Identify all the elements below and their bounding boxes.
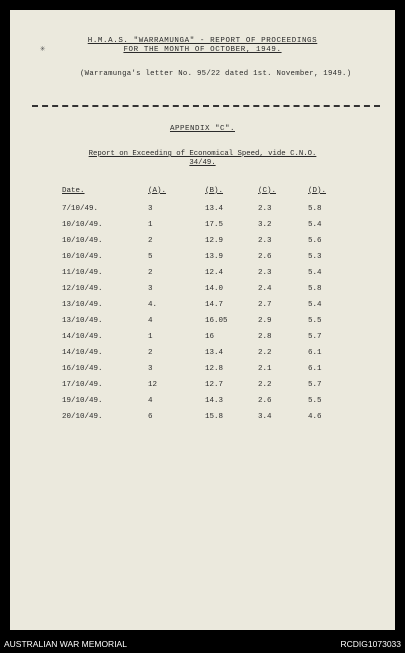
- table-cell: 2.4: [258, 285, 272, 293]
- column-header-d: (D).: [308, 187, 327, 195]
- table-row: [62, 297, 348, 313]
- table-cell: 2.3: [258, 205, 272, 213]
- table-cell: 14.3: [205, 397, 224, 405]
- table-cell: 3: [148, 365, 153, 373]
- table-cell: 12: [148, 381, 158, 389]
- table-cell: 4.6: [308, 413, 322, 421]
- table-cell: 2.2: [258, 381, 272, 389]
- punch-mark-icon: ✳: [40, 44, 46, 54]
- table-row: [62, 249, 348, 265]
- table-row: [62, 393, 348, 409]
- table-cell: 2.8: [258, 333, 272, 341]
- table-cell: 1: [148, 333, 153, 341]
- table-row: [62, 345, 348, 361]
- column-header-a: (A).: [148, 187, 167, 195]
- archive-footer: [0, 637, 405, 653]
- table-cell: 4: [148, 317, 153, 325]
- table-cell: 12/10/49.: [62, 285, 103, 293]
- table-cell: 2.3: [258, 269, 272, 277]
- report-title-line-2: 34/49.: [189, 159, 216, 167]
- table-row: [62, 361, 348, 377]
- table-cell: 2: [148, 237, 153, 245]
- table-cell: 5.4: [308, 301, 322, 309]
- table-cell: 5.3: [308, 253, 322, 261]
- table-cell: 2.1: [258, 365, 272, 373]
- appendix-title: APPENDIX "C".: [169, 125, 235, 133]
- table-cell: 3: [148, 205, 153, 213]
- table-cell: 2.6: [258, 397, 272, 405]
- document-page: [10, 10, 395, 630]
- table-cell: 11/10/49.: [62, 269, 103, 277]
- table-cell: 13/10/49.: [62, 317, 103, 325]
- table-cell: 17/10/49.: [62, 381, 103, 389]
- table-cell: 5.5: [308, 317, 322, 325]
- speed-table: [62, 187, 348, 425]
- table-cell: 5.7: [308, 381, 322, 389]
- dashed-divider: [32, 105, 380, 107]
- table-cell: 3.2: [258, 221, 272, 229]
- table-cell: 14.0: [205, 285, 224, 293]
- table-cell: 2.3: [258, 237, 272, 245]
- table-cell: 13.4: [205, 349, 224, 357]
- table-cell: 6: [148, 413, 153, 421]
- table-cell: 7/10/49.: [62, 205, 99, 213]
- table-cell: 1: [148, 221, 153, 229]
- table-cell: 12.9: [205, 237, 224, 245]
- table-row: [62, 233, 348, 249]
- table-cell: 2.6: [258, 253, 272, 261]
- table-cell: 16: [205, 333, 215, 341]
- footer-record-id: RCDIG1073033: [340, 639, 401, 649]
- table-cell: 5.8: [308, 205, 322, 213]
- table-cell: 2: [148, 349, 153, 357]
- table-cell: 17.5: [205, 221, 224, 229]
- table-cell: 20/10/49.: [62, 413, 103, 421]
- header-line-1: H.M.A.S. "WARRAMUNGA" - REPORT OF PROCEEDINGS: [87, 37, 318, 45]
- table-cell: 14/10/49.: [62, 333, 103, 341]
- column-header-date: Date.: [62, 187, 85, 195]
- table-cell: 6.1: [308, 365, 322, 373]
- footer-institution: AUSTRALIAN WAR MEMORIAL: [4, 639, 127, 649]
- table-cell: 15.8: [205, 413, 224, 421]
- table-cell: 19/10/49.: [62, 397, 103, 405]
- table-cell: 13/10/49.: [62, 301, 103, 309]
- table-row: [62, 409, 348, 425]
- table-row: [62, 377, 348, 393]
- table-cell: 10/10/49.: [62, 253, 103, 261]
- table-cell: 5.4: [308, 269, 322, 277]
- table-cell: 12.4: [205, 269, 224, 277]
- table-cell: 4.: [148, 301, 158, 309]
- table-cell: 5.8: [308, 285, 322, 293]
- header-line-2: FOR THE MONTH OF OCTOBER, 1949.: [123, 46, 282, 54]
- table-cell: 12.7: [205, 381, 224, 389]
- table-cell: 12.8: [205, 365, 224, 373]
- table-cell: 5: [148, 253, 153, 261]
- table-cell: 16/10/49.: [62, 365, 103, 373]
- table-cell: 2.2: [258, 349, 272, 357]
- table-row: [62, 217, 348, 233]
- table-cell: 5.4: [308, 221, 322, 229]
- table-cell: 13.4: [205, 205, 224, 213]
- table-cell: 3.4: [258, 413, 272, 421]
- table-cell: 16.05: [205, 317, 228, 325]
- table-cell: 10/10/49.: [62, 221, 103, 229]
- table-row: [62, 265, 348, 281]
- table-cell: 10/10/49.: [62, 237, 103, 245]
- table-row: [62, 329, 348, 345]
- table-cell: 5.7: [308, 333, 322, 341]
- column-header-b: (B).: [205, 187, 224, 195]
- table-row: [62, 201, 348, 217]
- table-cell: 2.9: [258, 317, 272, 325]
- table-cell: 6.1: [308, 349, 322, 357]
- table-row: [62, 313, 348, 329]
- table-cell: 2.7: [258, 301, 272, 309]
- table-cell: 4: [148, 397, 153, 405]
- table-cell: 14.7: [205, 301, 224, 309]
- table-cell: 2: [148, 269, 153, 277]
- table-cell: 5.5: [308, 397, 322, 405]
- table-cell: 13.9: [205, 253, 224, 261]
- table-cell: 14/10/49.: [62, 349, 103, 357]
- letter-reference: (Warramunga's letter No. 95/22 dated 1st. November, 1949.): [80, 70, 352, 78]
- table-header-row: [62, 187, 348, 201]
- table-cell: 3: [148, 285, 153, 293]
- report-title-line-1: Report on Exceeding of Economical Speed, vide C.N.O.: [88, 150, 317, 158]
- column-header-c: (C).: [258, 187, 277, 195]
- table-row: [62, 281, 348, 297]
- table-cell: 5.6: [308, 237, 322, 245]
